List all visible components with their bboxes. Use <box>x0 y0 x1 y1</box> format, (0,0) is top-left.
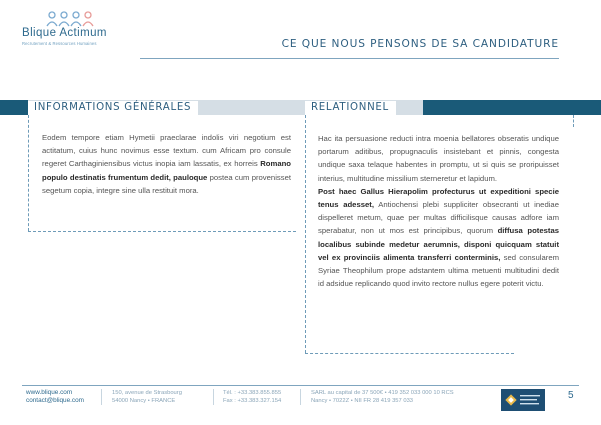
relational-text <box>318 132 559 290</box>
people-logo-icon <box>44 10 104 28</box>
section-title-relational: RELATIONNEL <box>305 101 396 115</box>
company-line-2: Nancy • 7022Z • NII FR 28 419 357 033 <box>311 398 414 405</box>
logo-name: Blique Actimum <box>22 27 107 39</box>
right-frame-vertical-right <box>573 115 574 127</box>
relational-p2-b: sed consularem Syriae Theophilum prope adstantem ultima metuenti multitudini dedit id adsidue replicando quod invito rectore nullus egere poterit victu. <box>318 252 559 289</box>
page-title: CE QUE NOUS PENSONS DE SA CANDIDATURE <box>281 38 559 50</box>
relational-p1: Hac ita persuasione reducti intra moenia bellatores obseratis undique portarum aditibus, propugnaculis insistebant et pinnis, congesta undique saxa telaque habentes in promptu, ut si quis se proripuisset interius, multitudine missilium sterneretur et lapidum. <box>318 134 559 183</box>
footer-company-info <box>311 389 454 405</box>
email-link[interactable]: contact@blique.com <box>26 397 84 405</box>
footer-address <box>112 389 182 405</box>
left-frame-bottom <box>28 231 296 232</box>
company-logo <box>22 10 132 50</box>
general-info-p1: Eodem tempore etiam Hymetii praeclarae indolis viri negotium est actitatum, cuius hunc novimus esse textum. cum Africam pro consule regeret Carthaginiensibus victus inopia iam lassatis, ex horreis <box>42 133 291 169</box>
company-line-1: SARL au capital de 37 500€ • 419 352 033 000 10 RCS <box>311 390 454 396</box>
general-info-p1-bold: Romano populo destinatis frumentum dedit, pauloque <box>42 159 291 182</box>
certification-seal-icon <box>501 389 545 411</box>
relational-p2-bold-a: Post haec Gallus Hierapolim profecturus ut expeditioni specie tenus adesset, <box>318 186 559 210</box>
relational-p2-bold-b: diffusa potestas localibus subinde medetur aerumnis, disponi quicquam statuit vel ex provinciis alimenta transferri conterminis, <box>318 226 559 262</box>
section-band-accent-left <box>0 100 28 115</box>
footer-phone <box>223 389 281 405</box>
logo-tagline: Recrutement & Ressources Humaines <box>22 41 97 46</box>
section-title-general-info: INFORMATIONS GÉNÉRALES <box>28 101 198 115</box>
page-number: 5 <box>568 390 574 401</box>
general-info-p1-end: postea cum provenisset segetum copia, integre sine ulla restituit mora. <box>42 172 292 195</box>
general-info-text <box>42 131 291 197</box>
website-link[interactable]: www.blique.com <box>26 389 73 396</box>
address-line-2: 54000 Nancy • FRANCE <box>112 398 176 405</box>
footer-separator <box>213 389 214 405</box>
fax-number: Fax : +33.383.327.154 <box>223 398 282 405</box>
right-frame-vertical-left <box>305 115 306 353</box>
footer-divider <box>22 385 579 386</box>
section-band-accent-right <box>423 100 601 115</box>
relational-p2-a: Antiochensi plebi suppliciter obsecranti ut inediae dispelleret metum, quae per multas difficilisque causas adfore iam sperabatur, non ut mos est principibus, quorum <box>318 200 559 236</box>
footer-separator <box>101 389 102 405</box>
footer-links <box>26 389 84 405</box>
title-divider <box>140 58 559 59</box>
relational-p2 <box>318 185 559 291</box>
left-frame-vertical <box>28 115 29 231</box>
address-line-1: 150, avenue de Strasbourg <box>112 390 182 396</box>
phone-number: Tél. : +33.383.855.855 <box>223 390 282 396</box>
right-frame-bottom <box>305 353 514 354</box>
footer-separator <box>300 389 301 405</box>
